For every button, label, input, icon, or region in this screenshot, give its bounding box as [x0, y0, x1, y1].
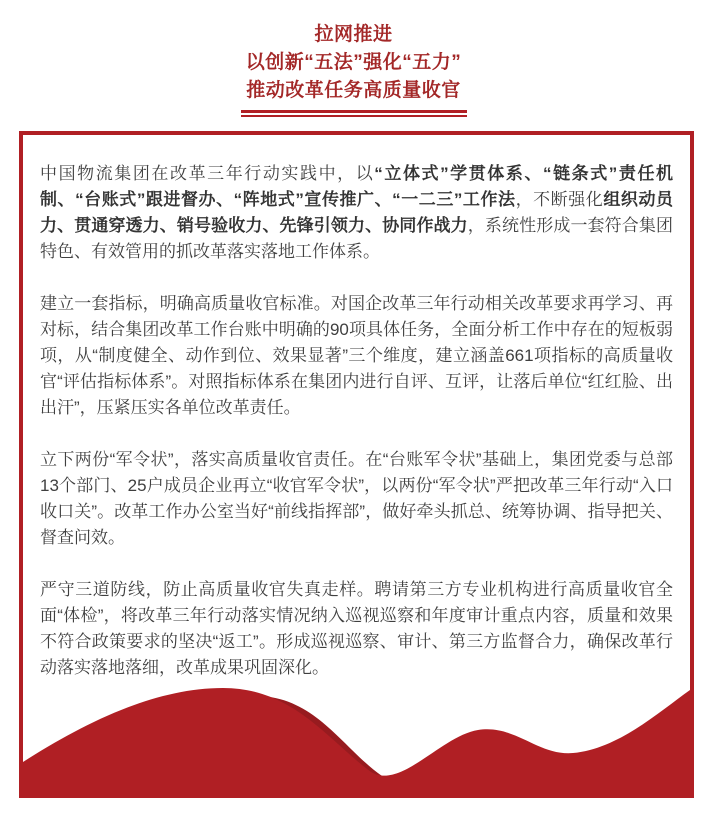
paragraph	[40, 161, 673, 265]
page-title-line-3: 推动改革任务高质量收官	[246, 80, 461, 101]
text-run: ，不断强化	[515, 190, 604, 209]
text-run: 建立一套指标，明确高质量收官标准。对国企改革三年行动相关改革要求再学习、再对标，结合集团改革工作台账中明确的90项具体任务，全面分析工作中存在的短板弱项，从“制度健全、动作到位、效果显著”三个维度，建立涵盖661项指标的高质量收官“评估指标体系”。对照指标体系在集团内进行自评、互评，让落后单位“红红脸、出出汗”，压紧压实各单位改革责任。	[40, 294, 673, 417]
text-run: 中国物流集团在改革三年行动实践中，以	[40, 164, 375, 183]
page-title-line-1: 拉网推进	[314, 24, 393, 45]
article-header	[0, 0, 707, 117]
bold-text-run: 组织动员力、贯通穿透力、销号验收力、先锋引领力、协同作战力	[40, 190, 674, 235]
wave-front-layer	[23, 688, 690, 794]
article-paragraphs	[23, 135, 690, 707]
text-run: 严守三道防线，防止高质量收官失真走样。聘请第三方专业机构进行高质量收官全面“体检”，将改革三年行动落实情况纳入巡视巡察和年度审计重点内容，质量和效果不符合政策要求的坚决“返工”。形成巡视巡察、审计、第三方监督合力，确保改革行动落实落地落细，改革成果巩固深化。	[40, 580, 673, 677]
page-title-line-2: 以创新“五法”强化“五力”	[245, 52, 462, 73]
wave-decoration	[23, 682, 690, 794]
paragraph	[40, 577, 673, 681]
paragraph	[40, 447, 673, 551]
title-underline-decoration	[241, 110, 467, 117]
paragraph	[40, 291, 673, 421]
bold-text-run: “立体式”学贯体系、“链条式”责任机制、“台账式”跟进督办、“阵地式”宣传推广、“一二三”工作法	[40, 164, 674, 209]
text-run: 立下两份“军令状”，落实高质量收官责任。在“台账军令状”基础上，集团党委与总部13个部门、25户成员企业再立“收官军令状”，以两份“军令状”严把改革三年行动“入口收口关”。改革工作办公室当好“前线指挥部”，做好牵头抓总、统筹协调、指导把关、督查问效。	[40, 450, 673, 547]
text-run: ，系统性形成一套符合集团特色、有效管用的抓改革落实落地工作体系。	[40, 216, 674, 261]
content-card	[19, 131, 694, 798]
